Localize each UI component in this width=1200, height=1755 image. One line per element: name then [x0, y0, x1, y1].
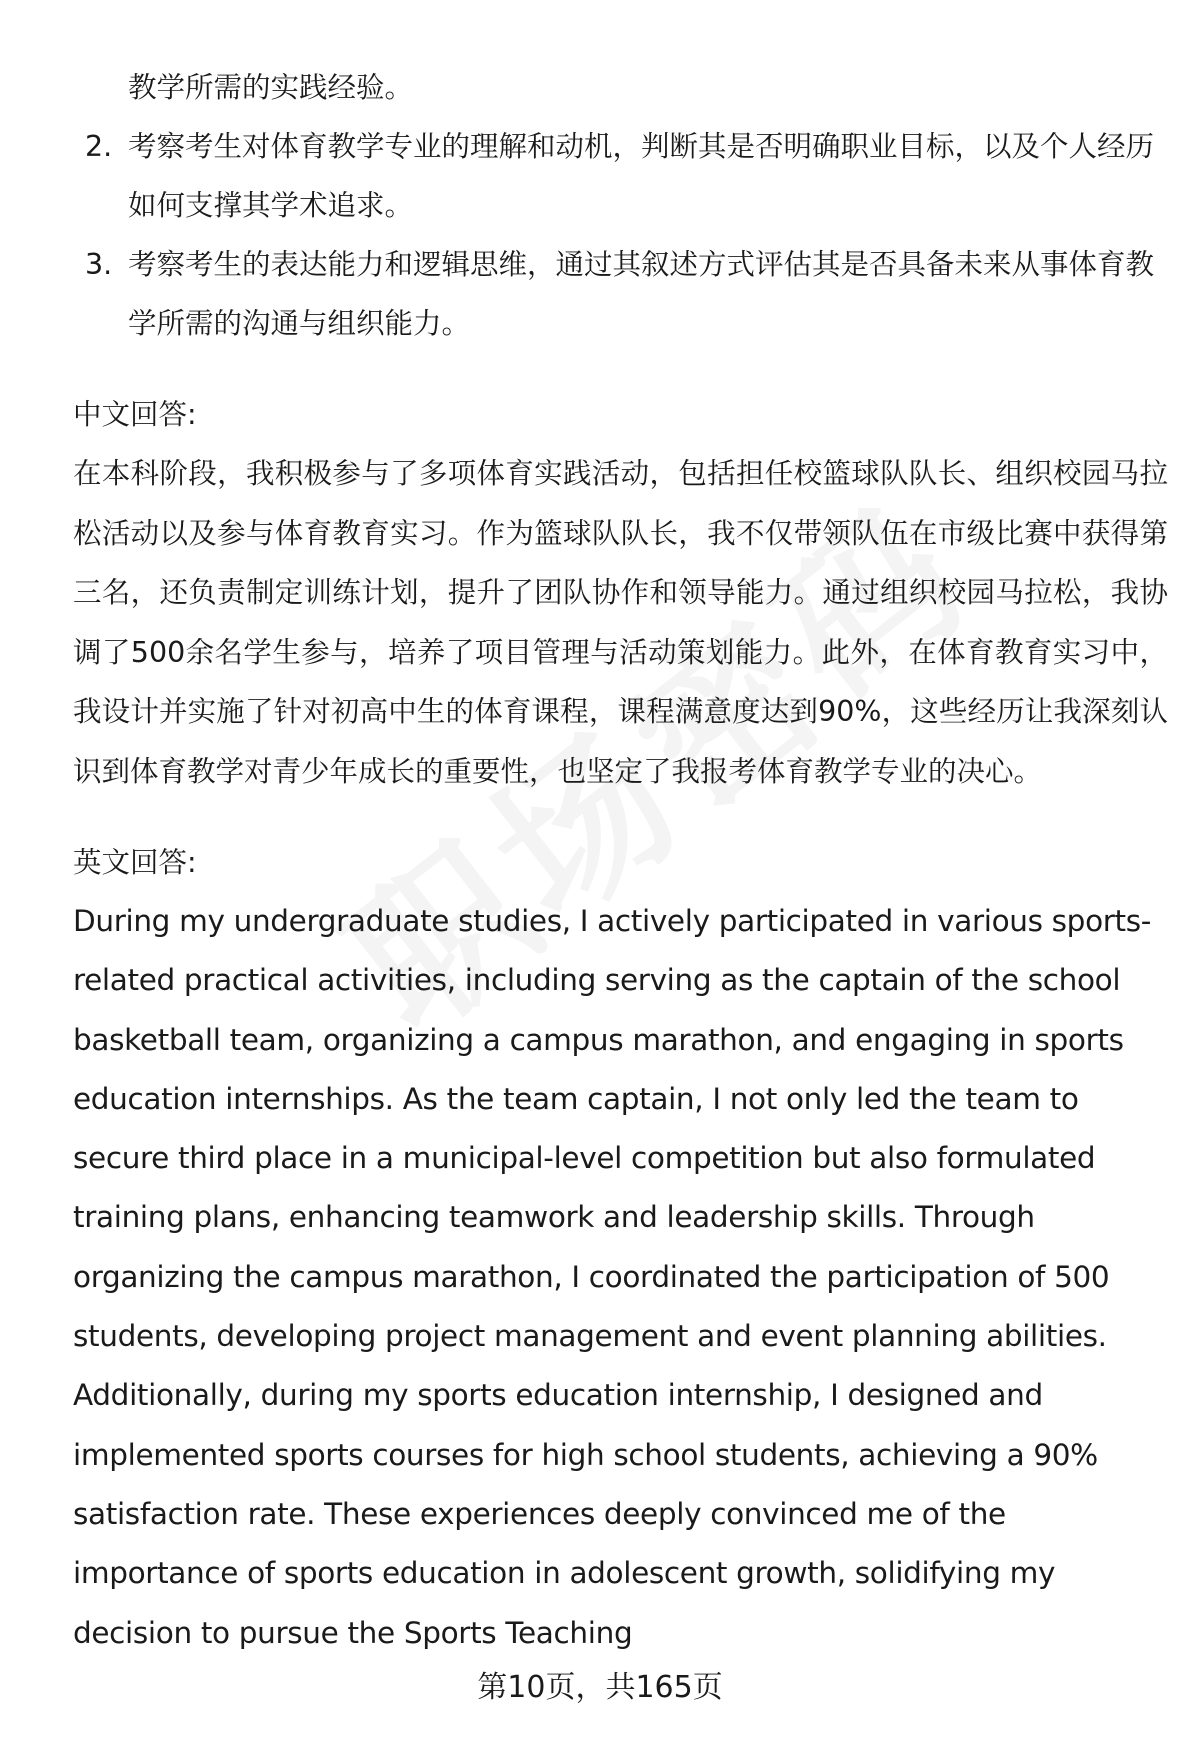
page-indicator: 第10页，共165页 [477, 1670, 723, 1705]
list-item-number: 2. [85, 130, 113, 163]
list-item-continuation [73, 58, 1168, 117]
chinese-answer-text: 在本科阶段，我积极参与了多项体育实践活动，包括担任校篮球队队长、组织校园马拉松活动以及参与体育教育实习。作为篮球队队长，我不仅带领队伍在市级比赛中获得第三名，还负责制定训练计划，提升了团队协作和领导能力。通过组织校园马拉松，我协调了500余名学生参与，培养了项目管理与活动策划能力。此外，在体育教育实习中，我设计并实施了针对初高中生的体育课程，课程满意度达到90%，这些经历让我深刻认识到体育教学对青少年成长的重要性，也坚定了我报考体育教学专业的决心。 [73, 457, 1168, 788]
list-item-2 [73, 117, 1168, 235]
criteria-list [73, 58, 1168, 353]
list-item-text: 考察考生对体育教学专业的理解和动机，判断其是否明确职业目标，以及个人经历如何支撑其学术追求。 [128, 130, 1155, 222]
chinese-answer-label: 中文回答: [73, 398, 197, 431]
list-item-number: 3. [85, 248, 113, 281]
list-item-text: 教学所需的实践经验。 [128, 71, 414, 104]
page-content [73, 58, 1168, 1663]
english-answer-label: 英文回答: [73, 846, 197, 879]
list-item-3 [73, 235, 1168, 353]
english-answer-text: During my undergraduate studies, I actively participated in various sports-related practical activities, including serving as the captain of the school basketball team, organizing a campus marathon, and engaging in sports education internships. As the team captain, I not only led the team to secure third place in a municipal-level competition but also formulated training plans, enhancing teamwork and leadership skills. Through organizing the campus marathon, I coordinated the participation of 500 students, developing project management and event planning abilities. Additionally, during my sports education internship, I designed and implemented sports courses for high school students, achieving a 90% satisfaction rate. These experiences deeply convinced me of the importance of sports education in adolescent growth, solidifying my decision to pursue the Sports Teaching [73, 904, 1152, 1650]
list-item-text: 考察考生的表达能力和逻辑思维，通过其叙述方式评估其是否具备未来从事体育教学所需的沟通与组织能力。 [128, 248, 1155, 340]
